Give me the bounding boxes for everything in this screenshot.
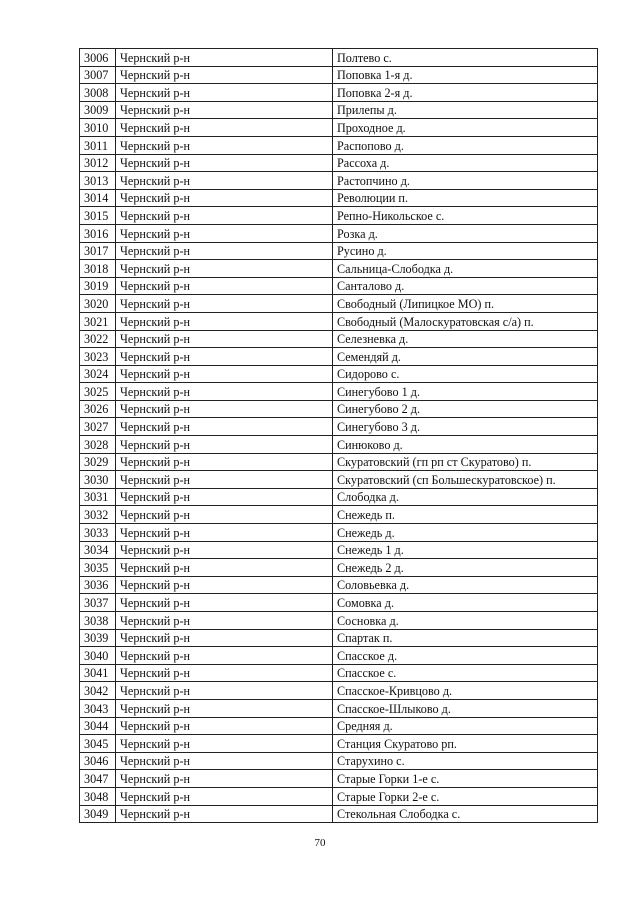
row-number-cell: 3012 bbox=[80, 154, 116, 172]
locality-cell: Синегубово 2 д. bbox=[333, 400, 598, 418]
table-row bbox=[80, 699, 598, 717]
row-number-cell: 3021 bbox=[80, 312, 116, 330]
district-cell: Чернский р-н bbox=[116, 224, 333, 242]
table-row bbox=[80, 154, 598, 172]
table-row bbox=[80, 400, 598, 418]
row-number-cell: 3007 bbox=[80, 66, 116, 84]
row-number-cell: 3013 bbox=[80, 172, 116, 190]
table-row bbox=[80, 506, 598, 524]
locality-cell: Снежедь 2 д. bbox=[333, 559, 598, 577]
row-number-cell: 3034 bbox=[80, 541, 116, 559]
table-row bbox=[80, 576, 598, 594]
district-cell: Чернский р-н bbox=[116, 506, 333, 524]
table-row bbox=[80, 260, 598, 278]
district-cell: Чернский р-н bbox=[116, 787, 333, 805]
row-number-cell: 3030 bbox=[80, 471, 116, 489]
row-number-cell: 3046 bbox=[80, 752, 116, 770]
row-number-cell: 3033 bbox=[80, 524, 116, 542]
table-row bbox=[80, 471, 598, 489]
locality-cell: Санталово д. bbox=[333, 277, 598, 295]
locality-cell: Синегубово 1 д. bbox=[333, 383, 598, 401]
locality-cell: Слободка д. bbox=[333, 488, 598, 506]
locality-cell: Старухино с. bbox=[333, 752, 598, 770]
locality-cell: Скуратовский (сп Большескуратовское) п. bbox=[333, 471, 598, 489]
row-number-cell: 3014 bbox=[80, 189, 116, 207]
district-cell: Чернский р-н bbox=[116, 576, 333, 594]
row-number-cell: 3038 bbox=[80, 612, 116, 630]
table-row bbox=[80, 119, 598, 137]
district-cell: Чернский р-н bbox=[116, 84, 333, 102]
locality-cell: Старые Горки 2-е с. bbox=[333, 787, 598, 805]
table-row bbox=[80, 717, 598, 735]
district-cell: Чернский р-н bbox=[116, 629, 333, 647]
locality-cell: Спасское д. bbox=[333, 647, 598, 665]
row-number-cell: 3017 bbox=[80, 242, 116, 260]
row-number-cell: 3048 bbox=[80, 787, 116, 805]
table-row bbox=[80, 66, 598, 84]
row-number-cell: 3043 bbox=[80, 699, 116, 717]
table-row bbox=[80, 453, 598, 471]
row-number-cell: 3029 bbox=[80, 453, 116, 471]
locality-cell: Репно-Никольское с. bbox=[333, 207, 598, 225]
locality-cell: Свободный (Малоскуратовская с/а) п. bbox=[333, 312, 598, 330]
locality-cell: Синегубово 3 д. bbox=[333, 418, 598, 436]
row-number-cell: 3011 bbox=[80, 136, 116, 154]
row-number-cell: 3031 bbox=[80, 488, 116, 506]
district-cell: Чернский р-н bbox=[116, 277, 333, 295]
table-row bbox=[80, 664, 598, 682]
district-cell: Чернский р-н bbox=[116, 717, 333, 735]
locality-cell: Снежедь д. bbox=[333, 524, 598, 542]
locality-cell: Соловьевка д. bbox=[333, 576, 598, 594]
row-number-cell: 3026 bbox=[80, 400, 116, 418]
locality-cell: Проходное д. bbox=[333, 119, 598, 137]
locality-cell: Стекольная Слободка с. bbox=[333, 805, 598, 823]
locality-cell: Спасское с. bbox=[333, 664, 598, 682]
district-cell: Чернский р-н bbox=[116, 682, 333, 700]
locality-cell: Спартак п. bbox=[333, 629, 598, 647]
district-cell: Чернский р-н bbox=[116, 119, 333, 137]
table-row bbox=[80, 770, 598, 788]
locality-cell: Рассоха д. bbox=[333, 154, 598, 172]
district-cell: Чернский р-н bbox=[116, 348, 333, 366]
district-cell: Чернский р-н bbox=[116, 49, 333, 67]
table-body bbox=[80, 49, 598, 823]
district-cell: Чернский р-н bbox=[116, 365, 333, 383]
locality-cell: Снежедь п. bbox=[333, 506, 598, 524]
district-cell: Чернский р-н bbox=[116, 312, 333, 330]
row-number-cell: 3027 bbox=[80, 418, 116, 436]
district-cell: Чернский р-н bbox=[116, 471, 333, 489]
locality-cell: Селезневка д. bbox=[333, 330, 598, 348]
district-cell: Чернский р-н bbox=[116, 770, 333, 788]
table-row bbox=[80, 295, 598, 313]
district-cell: Чернский р-н bbox=[116, 260, 333, 278]
page-number: 70 bbox=[314, 837, 326, 849]
row-number-cell: 3009 bbox=[80, 101, 116, 119]
table-row bbox=[80, 488, 598, 506]
district-cell: Чернский р-н bbox=[116, 383, 333, 401]
locality-cell: Снежедь 1 д. bbox=[333, 541, 598, 559]
table-row bbox=[80, 436, 598, 454]
locality-cell: Сидорово с. bbox=[333, 365, 598, 383]
table-row bbox=[80, 752, 598, 770]
locality-cell: Розка д. bbox=[333, 224, 598, 242]
row-number-cell: 3036 bbox=[80, 576, 116, 594]
row-number-cell: 3032 bbox=[80, 506, 116, 524]
district-cell: Чернский р-н bbox=[116, 400, 333, 418]
district-cell: Чернский р-н bbox=[116, 295, 333, 313]
row-number-cell: 3023 bbox=[80, 348, 116, 366]
row-number-cell: 3010 bbox=[80, 119, 116, 137]
locality-cell: Семендяй д. bbox=[333, 348, 598, 366]
row-number-cell: 3047 bbox=[80, 770, 116, 788]
district-cell: Чернский р-н bbox=[116, 154, 333, 172]
table-row bbox=[80, 136, 598, 154]
locality-cell: Станция Скуратово рп. bbox=[333, 735, 598, 753]
table-row bbox=[80, 805, 598, 823]
locality-cell: Прилепы д. bbox=[333, 101, 598, 119]
row-number-cell: 3022 bbox=[80, 330, 116, 348]
district-cell: Чернский р-н bbox=[116, 453, 333, 471]
row-number-cell: 3018 bbox=[80, 260, 116, 278]
row-number-cell: 3037 bbox=[80, 594, 116, 612]
table-row bbox=[80, 189, 598, 207]
row-number-cell: 3024 bbox=[80, 365, 116, 383]
table-row bbox=[80, 365, 598, 383]
locality-cell: Свободный (Липицкое МО) п. bbox=[333, 295, 598, 313]
district-cell: Чернский р-н bbox=[116, 735, 333, 753]
district-cell: Чернский р-н bbox=[116, 330, 333, 348]
locality-cell: Скуратовский (гп рп ст Скуратово) п. bbox=[333, 453, 598, 471]
table-row bbox=[80, 224, 598, 242]
table-row bbox=[80, 172, 598, 190]
table-row bbox=[80, 647, 598, 665]
table-row bbox=[80, 383, 598, 401]
district-cell: Чернский р-н bbox=[116, 418, 333, 436]
table-row bbox=[80, 541, 598, 559]
locality-cell: Растопчино д. bbox=[333, 172, 598, 190]
district-cell: Чернский р-н bbox=[116, 559, 333, 577]
locality-cell: Полтево с. bbox=[333, 49, 598, 67]
district-cell: Чернский р-н bbox=[116, 207, 333, 225]
row-number-cell: 3025 bbox=[80, 383, 116, 401]
row-number-cell: 3016 bbox=[80, 224, 116, 242]
table-row bbox=[80, 242, 598, 260]
table-row bbox=[80, 84, 598, 102]
table-row bbox=[80, 682, 598, 700]
locality-cell: Синюково д. bbox=[333, 436, 598, 454]
row-number-cell: 3039 bbox=[80, 629, 116, 647]
table-row bbox=[80, 348, 598, 366]
row-number-cell: 3006 bbox=[80, 49, 116, 67]
locality-cell: Сосновка д. bbox=[333, 612, 598, 630]
table-row bbox=[80, 612, 598, 630]
table-row bbox=[80, 101, 598, 119]
district-cell: Чернский р-н bbox=[116, 752, 333, 770]
district-cell: Чернский р-н bbox=[116, 647, 333, 665]
locality-cell: Поповка 2-я д. bbox=[333, 84, 598, 102]
district-cell: Чернский р-н bbox=[116, 594, 333, 612]
locality-cell: Сомовка д. bbox=[333, 594, 598, 612]
locality-cell: Поповка 1-я д. bbox=[333, 66, 598, 84]
district-cell: Чернский р-н bbox=[116, 189, 333, 207]
table-row bbox=[80, 594, 598, 612]
table-row bbox=[80, 629, 598, 647]
row-number-cell: 3045 bbox=[80, 735, 116, 753]
row-number-cell: 3008 bbox=[80, 84, 116, 102]
locality-cell: Спасское-Шлыково д. bbox=[333, 699, 598, 717]
table-row bbox=[80, 277, 598, 295]
table-row bbox=[80, 735, 598, 753]
district-cell: Чернский р-н bbox=[116, 664, 333, 682]
district-cell: Чернский р-н bbox=[116, 524, 333, 542]
row-number-cell: 3028 bbox=[80, 436, 116, 454]
district-cell: Чернский р-н bbox=[116, 805, 333, 823]
row-number-cell: 3015 bbox=[80, 207, 116, 225]
row-number-cell: 3035 bbox=[80, 559, 116, 577]
locality-cell: Революции п. bbox=[333, 189, 598, 207]
locality-cell: Средняя д. bbox=[333, 717, 598, 735]
locality-cell: Спасское-Кривцово д. bbox=[333, 682, 598, 700]
district-cell: Чернский р-н bbox=[116, 242, 333, 260]
district-cell: Чернский р-н bbox=[116, 136, 333, 154]
table-row bbox=[80, 312, 598, 330]
table-row bbox=[80, 418, 598, 436]
row-number-cell: 3042 bbox=[80, 682, 116, 700]
row-number-cell: 3041 bbox=[80, 664, 116, 682]
locality-cell: Старые Горки 1-е с. bbox=[333, 770, 598, 788]
table-row bbox=[80, 787, 598, 805]
table-row bbox=[80, 330, 598, 348]
row-number-cell: 3020 bbox=[80, 295, 116, 313]
district-cell: Чернский р-н bbox=[116, 612, 333, 630]
locality-cell: Распопово д. bbox=[333, 136, 598, 154]
district-cell: Чернский р-н bbox=[116, 541, 333, 559]
table-row bbox=[80, 524, 598, 542]
district-cell: Чернский р-н bbox=[116, 436, 333, 454]
district-cell: Чернский р-н bbox=[116, 699, 333, 717]
table-row bbox=[80, 207, 598, 225]
district-cell: Чернский р-н bbox=[116, 101, 333, 119]
row-number-cell: 3044 bbox=[80, 717, 116, 735]
table-row bbox=[80, 49, 598, 67]
locality-cell: Сальница-Слободка д. bbox=[333, 260, 598, 278]
district-cell: Чернский р-н bbox=[116, 172, 333, 190]
table-row bbox=[80, 559, 598, 577]
district-cell: Чернский р-н bbox=[116, 488, 333, 506]
district-cell: Чернский р-н bbox=[116, 66, 333, 84]
locality-cell: Русино д. bbox=[333, 242, 598, 260]
row-number-cell: 3040 bbox=[80, 647, 116, 665]
localities-table bbox=[79, 48, 598, 823]
row-number-cell: 3049 bbox=[80, 805, 116, 823]
row-number-cell: 3019 bbox=[80, 277, 116, 295]
